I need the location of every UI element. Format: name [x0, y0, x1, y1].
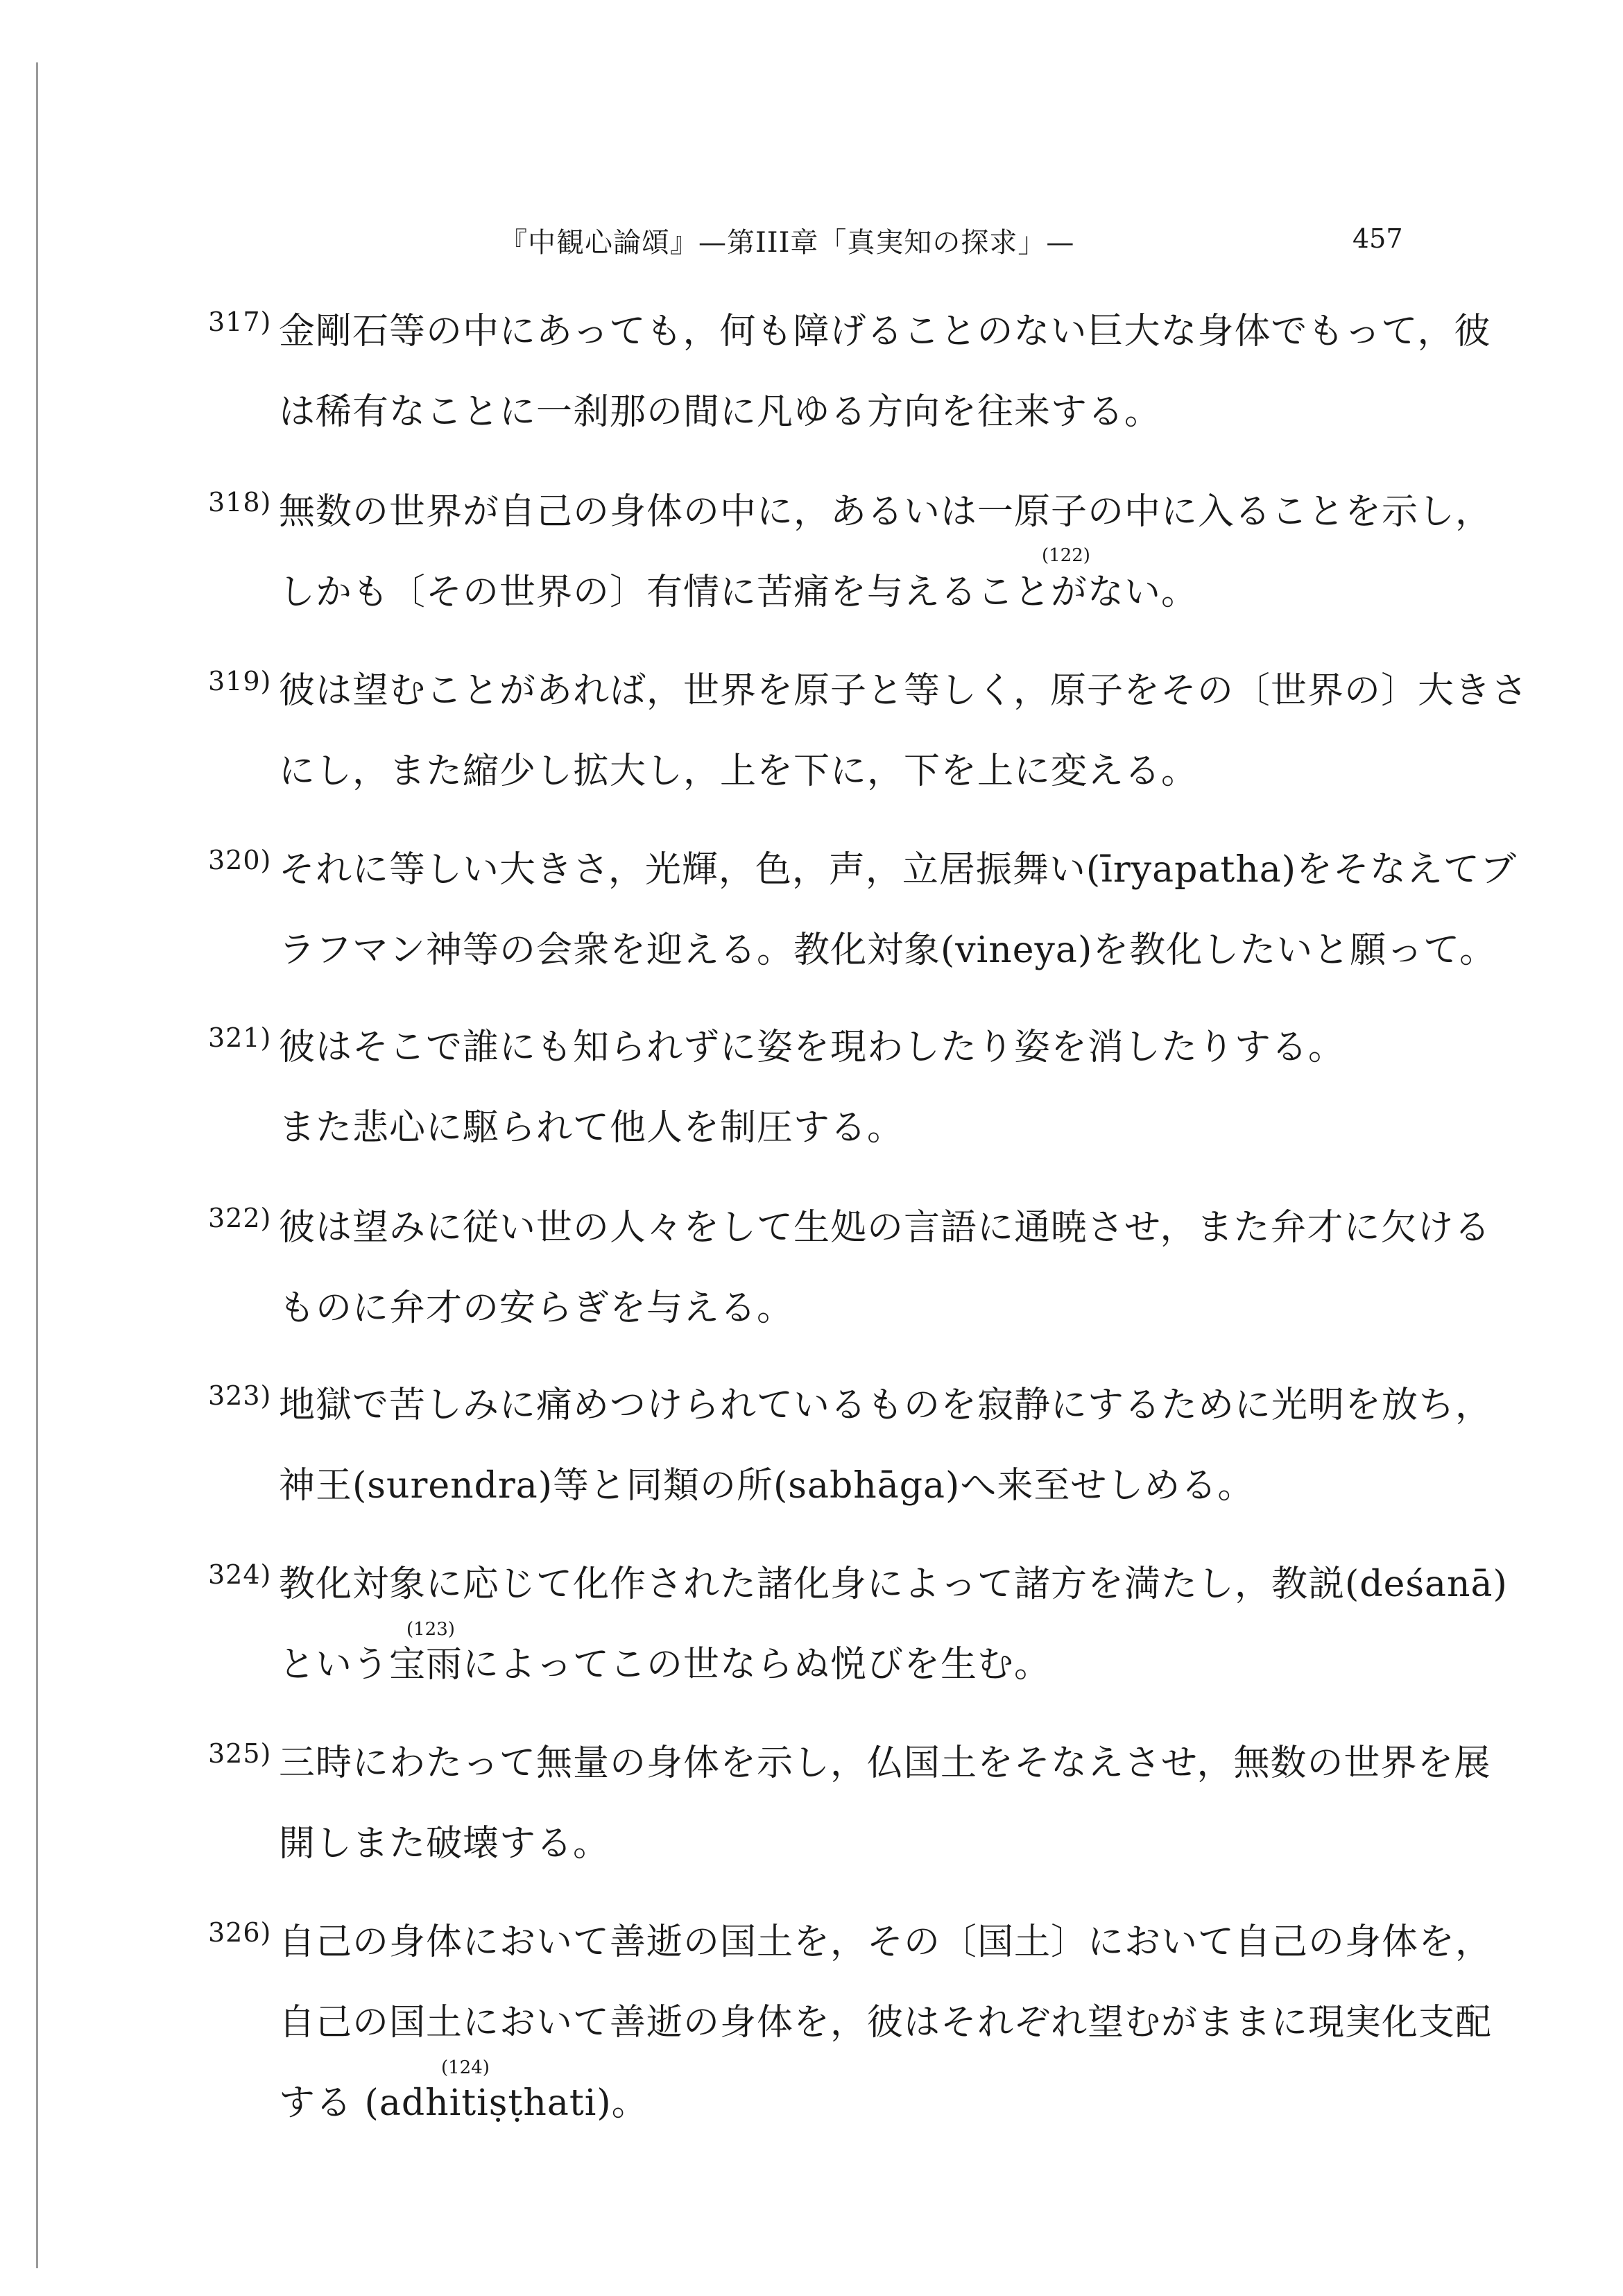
entry-line: それに等しい大きさ，光輝，色，声，立居振舞い(īryapatha)をそなえてブ: [279, 849, 1518, 891]
entry-line: という宝雨によってこの世ならぬ悦びを生む。: [279, 1644, 1051, 1686]
entry-number: 323): [208, 1380, 272, 1411]
entry-number: 317): [208, 307, 272, 337]
entry-line: 地獄で苦しみに痛めつけられているものを寂静にするために光明を放ち，: [279, 1385, 1493, 1426]
entry-line: しかも〔その世界の〕有情に苦痛を与えることがない。: [279, 572, 1199, 613]
page-number: 457: [1352, 223, 1403, 254]
entry-number: 321): [208, 1022, 272, 1053]
footnote-ref: (123): [406, 1619, 455, 1640]
footnote-ref: (124): [441, 2057, 490, 2078]
entry-line: 自己の国土において善逝の身体を，彼はそれぞれ望むがままに現実化支配: [279, 2002, 1493, 2044]
entry-line: にし，また縮少し拡大し，上を下に，下を上に変える。: [279, 751, 1199, 792]
entry-line: 無数の世界が自己の身体の中に，あるいは一原子の中に入ることを示し，: [279, 491, 1493, 533]
entry-number: 325): [208, 1738, 272, 1769]
entry-line: 彼はそこで誰にも知られずに姿を現わしたり姿を消したりする。: [279, 1027, 1346, 1068]
entry-number: 319): [208, 666, 272, 696]
entry-line: 三時にわたって無量の身体を示し，仏国土をそなえさせ，無数の世界を展: [279, 1742, 1491, 1784]
entry-line: 神王(surendra)等と同類の所(sabhāga)へ来至せしめる。: [279, 1465, 1255, 1507]
entry-number: 326): [208, 1917, 272, 1948]
footnote-ref: (122): [1042, 545, 1090, 566]
entry-line: 彼は望むことがあれば，世界を原子と等しく，原子をその〔世界の〕大きさ: [279, 670, 1528, 712]
entry-line: 教化対象に応じて化作された諸化身によって諸方を満たし，教説(deśanā): [279, 1563, 1508, 1605]
entry-number: 322): [208, 1203, 272, 1233]
entry-line: また悲心に駆られて他人を制圧する。: [279, 1107, 904, 1149]
binding-edge: [36, 62, 38, 2268]
running-title: 『中観心論頌』—第III章「真実知の探求」—: [499, 227, 1075, 259]
entry-line: 彼は望みに従い世の人々をして生処の言語に通暁させ，また弁才に欠ける: [279, 1207, 1491, 1249]
entry-line: 開しまた破壊する。: [279, 1823, 610, 1865]
entry-line: 自己の身体において善逝の国土を，その〔国土〕において自己の身体を，: [279, 1921, 1493, 1963]
entry-number: 320): [208, 845, 272, 875]
entry-line: する (adhitiṣṭhati)。: [279, 2082, 649, 2124]
entry-line: は稀有なことに一刹那の間に凡ゆる方向を往来する。: [279, 391, 1162, 433]
entry-line: ものに弁才の安らぎを与える。: [279, 1287, 794, 1329]
entry-number: 318): [208, 487, 272, 517]
entry-number: 324): [208, 1559, 272, 1590]
entry-line: 金剛石等の中にあっても，何も障げることのない巨大な身体でもって，彼: [279, 311, 1491, 352]
entry-line: ラフマン神等の会衆を迎える。教化対象(vineya)を教化したいと願って。: [279, 929, 1497, 971]
